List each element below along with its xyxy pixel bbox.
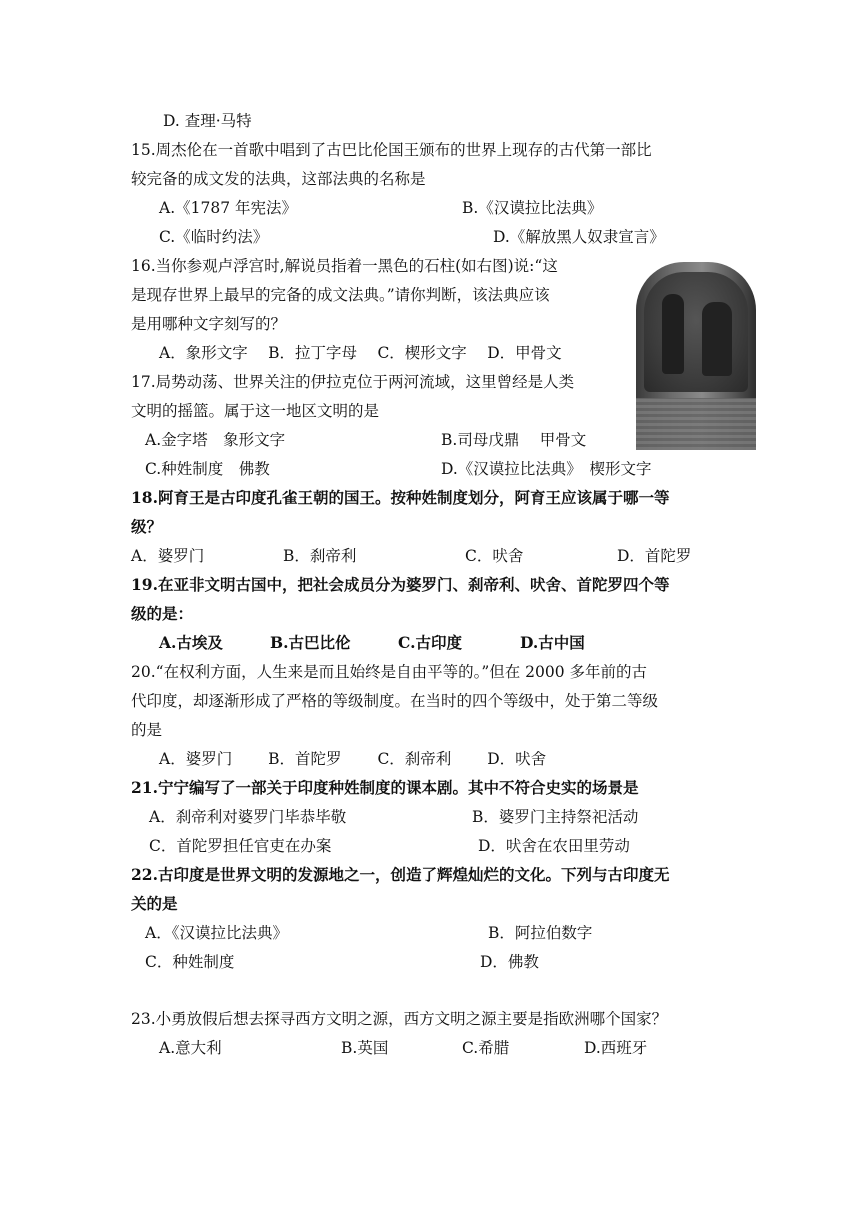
q17-option-b: B.司母戊鼎 甲骨文	[441, 431, 587, 449]
q20-options: A．婆罗门 B．首陀罗 C．刹帝利 D．吠舍	[159, 750, 547, 768]
q22-option-b: B．阿拉伯数字	[488, 924, 593, 942]
q20-stem-3: 的是	[131, 721, 163, 739]
hammurabi-stele-image	[636, 262, 756, 450]
q23-option-a: A.意大利	[159, 1039, 222, 1057]
q17-option-c: C.种姓制度 佛教	[145, 460, 270, 478]
q20-stem-1: 20.“在权利方面，人生来是而且始终是自由平等的。”但在 2000 多年前的古	[131, 663, 648, 681]
q17-stem-2: 文明的摇篮。属于这一地区文明的是	[131, 402, 380, 420]
q18-option-c: C．吠舍	[465, 547, 524, 565]
q16-stem-1: 16.当你参观卢浮宫时,解说员指着一黑色的石柱(如右图)说:“这	[131, 257, 558, 275]
q14-option-d: D. 查理·马特	[163, 112, 252, 130]
q15-option-c: C.《临时约法》	[159, 228, 269, 246]
q23-option-b: B.英国	[341, 1039, 389, 1057]
q22-stem-1: 22.古印度是世界文明的发源地之一，创造了辉煌灿烂的文化。下列与古印度无	[131, 865, 670, 884]
q15-option-b: B.《汉谟拉比法典》	[462, 199, 603, 217]
q20-stem-2: 代印度，却逐渐形成了严格的等级制度。在当时的四个等级中，处于第二等级	[131, 692, 659, 710]
q19-option-b: B.古巴比伦	[270, 633, 351, 652]
q17-option-a: A.金字塔 象形文字	[145, 431, 286, 449]
q17-stem-1: 17.局势动荡、世界关注的伊拉克位于两河流域，这里曾经是人类	[131, 373, 575, 391]
q21-option-b: B．婆罗门主持祭祀活动	[472, 808, 639, 826]
stele-inscription	[636, 398, 756, 450]
q23-option-d: D.西班牙	[584, 1039, 648, 1057]
q23-stem: 23.小勇放假后想去探寻西方文明之源，西方文明之源主要是指欧洲哪个国家？	[131, 1010, 668, 1028]
q17-option-d: D.《汉谟拉比法典》 楔形文字	[441, 460, 652, 478]
q15-stem-2: 较完备的成文发的法典，这部法典的名称是	[131, 170, 426, 188]
q19-option-d: D.古中国	[520, 633, 585, 652]
q18-stem-1: 18.阿育王是古印度孔雀王朝的国王。按种姓制度划分，阿育王应该属于哪一等	[131, 488, 670, 507]
q19-option-c: C.古印度	[398, 633, 462, 652]
q21-option-d: D．吠舍在农田里劳动	[478, 837, 630, 855]
q16-stem-2: 是现存世界上最早的完备的成文法典。”请你判断，该法典应该	[131, 286, 550, 304]
q15-option-d: D.《解放黑人奴隶宣言》	[493, 228, 665, 246]
q18-option-d: D．首陀罗	[617, 547, 692, 565]
q23-option-c: C.希腊	[462, 1039, 510, 1057]
q16-options: A．象形文字 B．拉丁字母 C．楔形文字 D．甲骨文	[159, 344, 562, 362]
q15-option-a: A.《1787 年宪法》	[159, 199, 297, 217]
q21-option-a: A．刹帝利对婆罗门毕恭毕敬	[149, 808, 347, 826]
q18-option-a: A．婆罗门	[131, 547, 205, 565]
q22-option-c: C．种姓制度	[145, 953, 235, 971]
q22-option-a: A．《汉谟拉比法典》	[145, 924, 288, 942]
q21-option-c: C．首陀罗担任官吏在办案	[149, 837, 332, 855]
q22-option-d: D．佛教	[480, 953, 539, 971]
q19-option-a: A.古埃及	[159, 633, 223, 652]
stele-figure-standing	[662, 294, 684, 374]
stele-figure-seated	[702, 302, 732, 376]
q18-option-b: B．刹帝利	[283, 547, 357, 565]
q15-stem-1: 15.周杰伦在一首歌中唱到了古巴比伦国王颁布的世界上现存的古代第一部比	[131, 141, 652, 159]
q16-stem-3: 是用哪种文字刻写的？	[131, 315, 287, 333]
q21-stem: 21.宁宁编写了一部关于印度种姓制度的课本剧。其中不符合史实的场景是	[131, 778, 639, 797]
q18-stem-2: 级？	[131, 517, 163, 536]
q19-stem-1: 19.在亚非文明古国中，把社会成员分为婆罗门、刹帝利、吠舍、首陀罗四个等	[131, 575, 670, 594]
stele-relief	[644, 272, 748, 392]
q22-stem-2: 关的是	[131, 894, 178, 913]
q19-stem-2: 级的是：	[131, 604, 194, 623]
